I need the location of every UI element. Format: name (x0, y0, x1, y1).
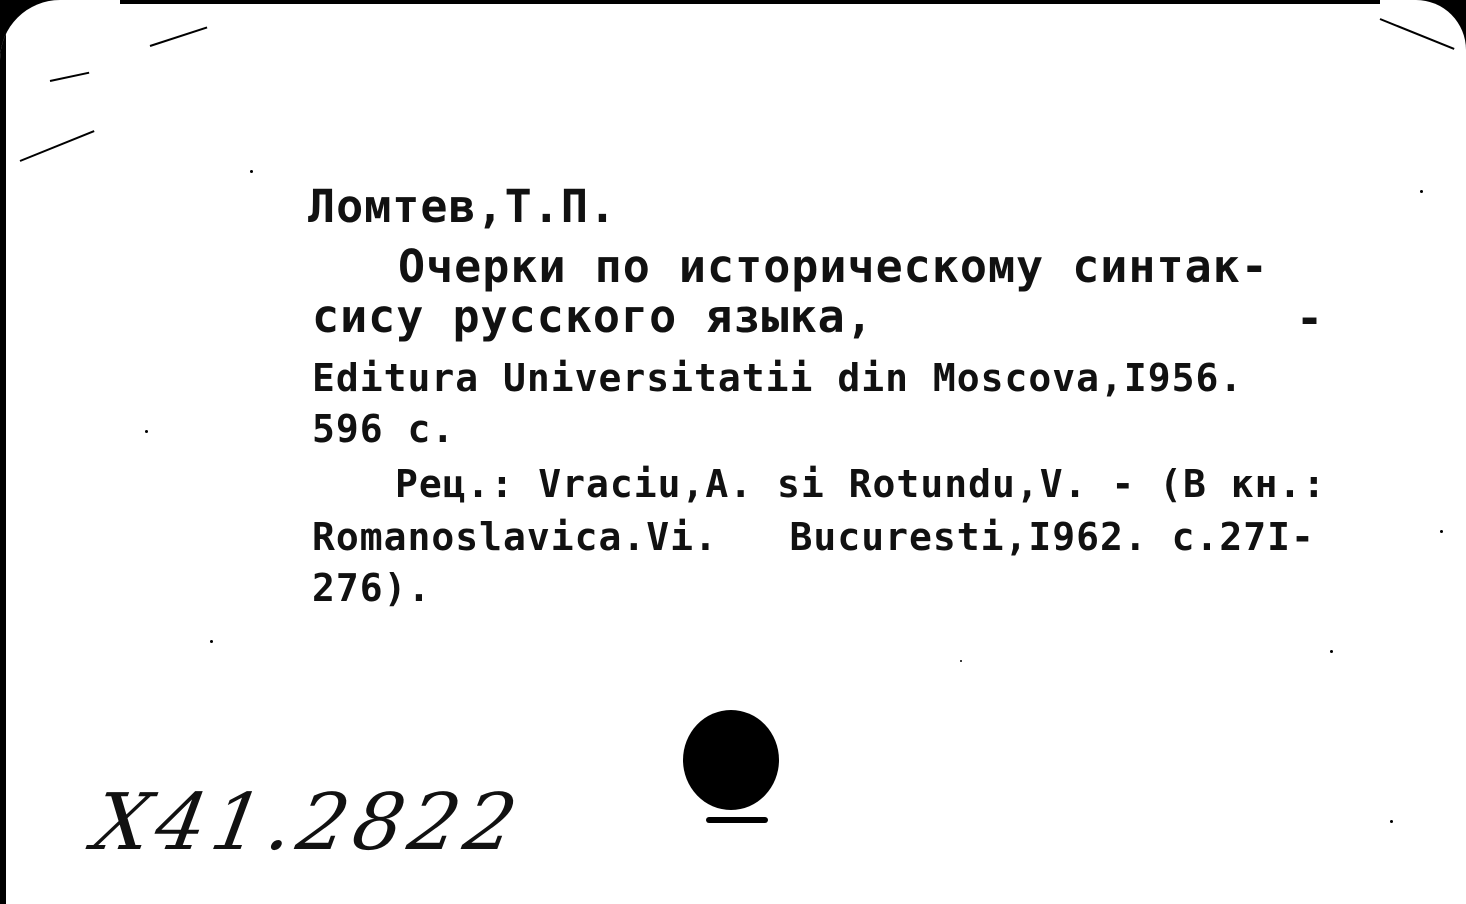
card-top-edge (120, 0, 1380, 4)
speck (145, 430, 148, 433)
title-line-2: сису русского языка, (312, 290, 874, 343)
review-line-3: 276). (312, 566, 432, 610)
publisher-line: Editura Universitatii din Moscova,I956. (312, 356, 1244, 400)
scratch-mark (150, 27, 208, 47)
punch-hole (683, 710, 779, 810)
shelf-mark-handwritten: Х41.2822 (87, 778, 530, 868)
speck (250, 170, 253, 173)
scratch-mark (1380, 18, 1455, 50)
speck (1420, 190, 1423, 193)
author-line: Ломтев,Т.П. (308, 180, 618, 233)
pages-line: 596 с. (312, 407, 456, 451)
review-line-1: Рец.: Vraciu,A. si Rotundu,V. - (В кн.: (395, 462, 1327, 506)
scratch-mark (20, 130, 95, 162)
speck (1440, 530, 1443, 533)
speck (210, 640, 213, 643)
card-left-edge (0, 0, 6, 904)
title-line-1: Очерки по историческому синтак- (398, 240, 1269, 293)
review-line-2: Romanoslavica.Vi. Bucuresti,I962. с.27I- (312, 515, 1315, 559)
scratch-mark (50, 72, 90, 82)
speck (960, 660, 962, 662)
speck (1390, 820, 1393, 823)
speck (1330, 650, 1333, 653)
punch-hole-shadow (706, 817, 768, 823)
title-dash: - (1296, 292, 1325, 345)
